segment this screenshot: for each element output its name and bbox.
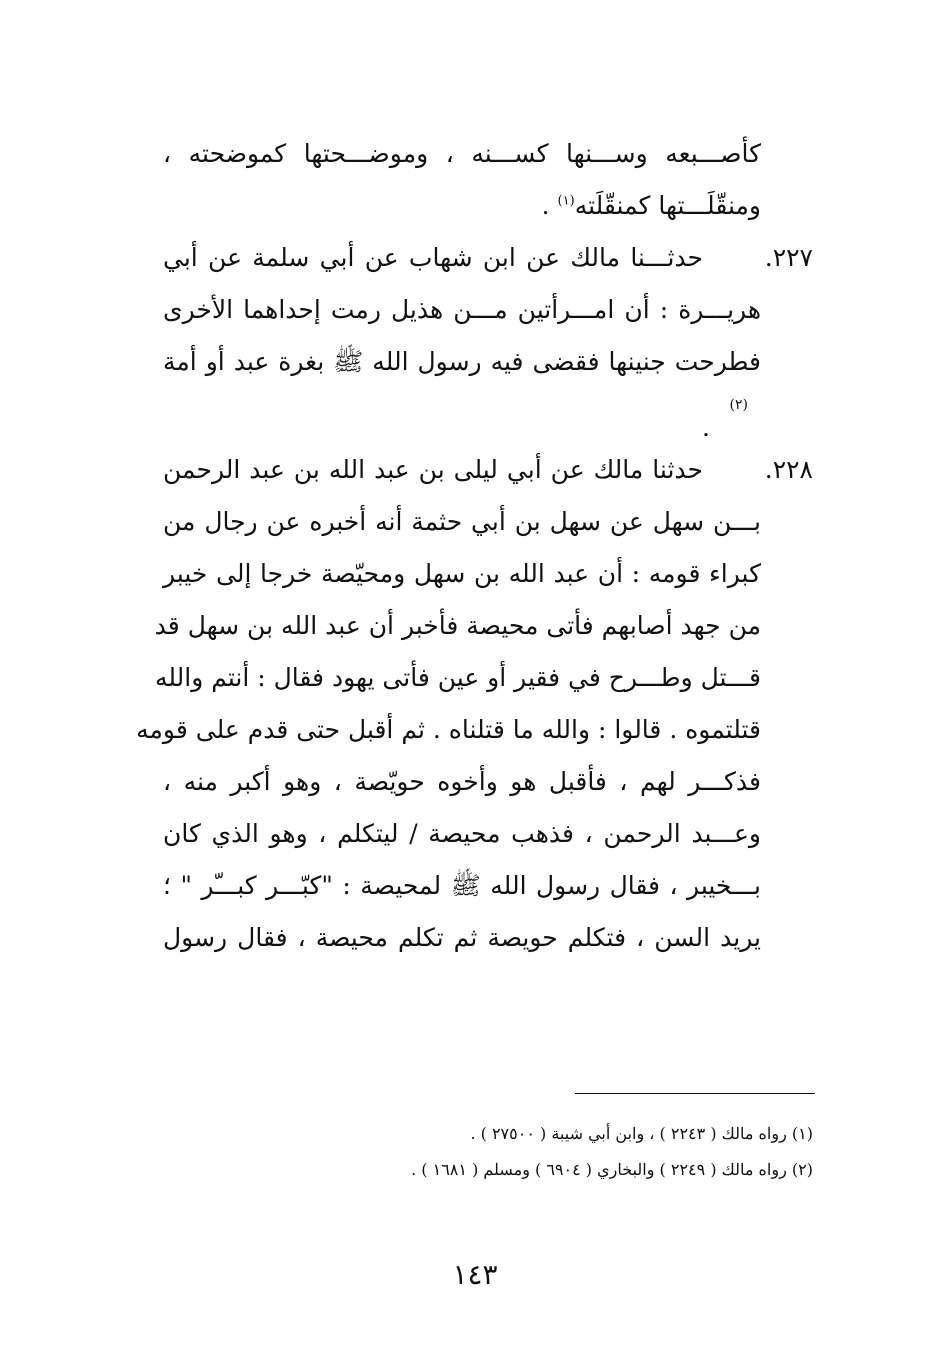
line-text: ومنقّلَـــتها كمنقّلَته <box>574 191 761 220</box>
text-line <box>163 548 813 600</box>
line-text: كبراء قومه : أن عبد الله بن سهل ومحيّصة خرجا إلى خيبر <box>163 559 761 588</box>
line-text: هريـــرة : أن امـــرأتين مـــن هذيل رمت إحداهما الأخرى <box>163 295 761 324</box>
footnotes <box>163 1116 813 1188</box>
text-line <box>154 600 813 652</box>
line-text: يريد السن ، فتكلم حويصة ثم تكلم محيصة ، فقال رسول <box>163 923 761 952</box>
line-text: قـــتل وطـــرح في فقير أو عين فأتى يهود فقال : أنتم والله <box>154 663 761 692</box>
main-text <box>136 128 813 964</box>
hadith-number: ٢٢٨. <box>764 455 813 484</box>
text-line <box>163 128 813 180</box>
line-end: . <box>541 191 558 220</box>
footnote-ref: (٢) <box>729 397 748 413</box>
line-text: فذكـــر لهم ، فأقبل هو وأخوه حويّصة ، وهو أكبر منه ، <box>163 767 761 796</box>
text-line <box>163 808 813 860</box>
text-line <box>136 704 813 756</box>
page-number: ١٤٣ <box>452 1258 498 1291</box>
hadith-first-line <box>163 232 813 284</box>
line-text: وعـــبد الرحمن ، فذهب محيصة / ليتكلم ، وهو الذي كان <box>163 819 761 848</box>
footnote-ref: (١) <box>557 193 575 209</box>
footnote: (٢) رواه مالك ( ٢٢٤٩ ) والبخاري ( ٦٩٠٤ ) ومسلم ( ١٦٨١ ) . <box>411 1160 813 1179</box>
text-line <box>163 756 813 808</box>
text-line <box>163 912 813 964</box>
line-text: بـــخيبر ، فقال رسول الله ﷺ لمحيصة : "كبّـــر كبـــّر " ؛ <box>163 871 761 900</box>
text-line <box>163 284 813 336</box>
hadith-number: ٢٢٧. <box>764 243 813 272</box>
text-line <box>163 860 813 912</box>
line-end: . <box>702 413 710 442</box>
footnote: (١) رواه مالك ( ٢٢٤٣ ) ، وابن أبي شيبة ( ٢٧٥٠٠ ) . <box>470 1124 813 1143</box>
line-text: كأصـــبعه وســـنها كســـنه ، وموضـــحتها كموضحته ، <box>163 139 761 168</box>
line-text: من جهد أصابهم فأتى محيصة فأخبر أن عبد الله بن سهل قد <box>154 611 761 640</box>
line-text: حدثنا مالك عن أبي ليلى بن عبد الله بن عبد الرحمن <box>163 455 703 484</box>
text-line <box>163 336 813 388</box>
line-text: قتلتموه . قالوا : والله ما قتلناه . ثم أقبل حتى قدم على قومه <box>136 715 761 744</box>
paragraph-gap <box>163 413 813 444</box>
text-line <box>163 496 813 548</box>
text-line <box>163 180 813 232</box>
line-text: حدثـــنا مالك عن ابن شهاب عن أبي سلمة عن أبي <box>163 243 703 272</box>
text-line <box>154 652 813 704</box>
footnote-separator <box>575 1093 815 1094</box>
line-text: بـــن سهل عن سهل بن أبي حثمة أنه أخبره عن رجال من <box>163 507 761 536</box>
hadith-first-line <box>163 444 813 496</box>
footnote-ref-line <box>163 388 813 442</box>
line-text: فطرحت جنينها فقضى فيه رسول الله ﷺ بغرة عبد أو أمة <box>163 347 761 376</box>
